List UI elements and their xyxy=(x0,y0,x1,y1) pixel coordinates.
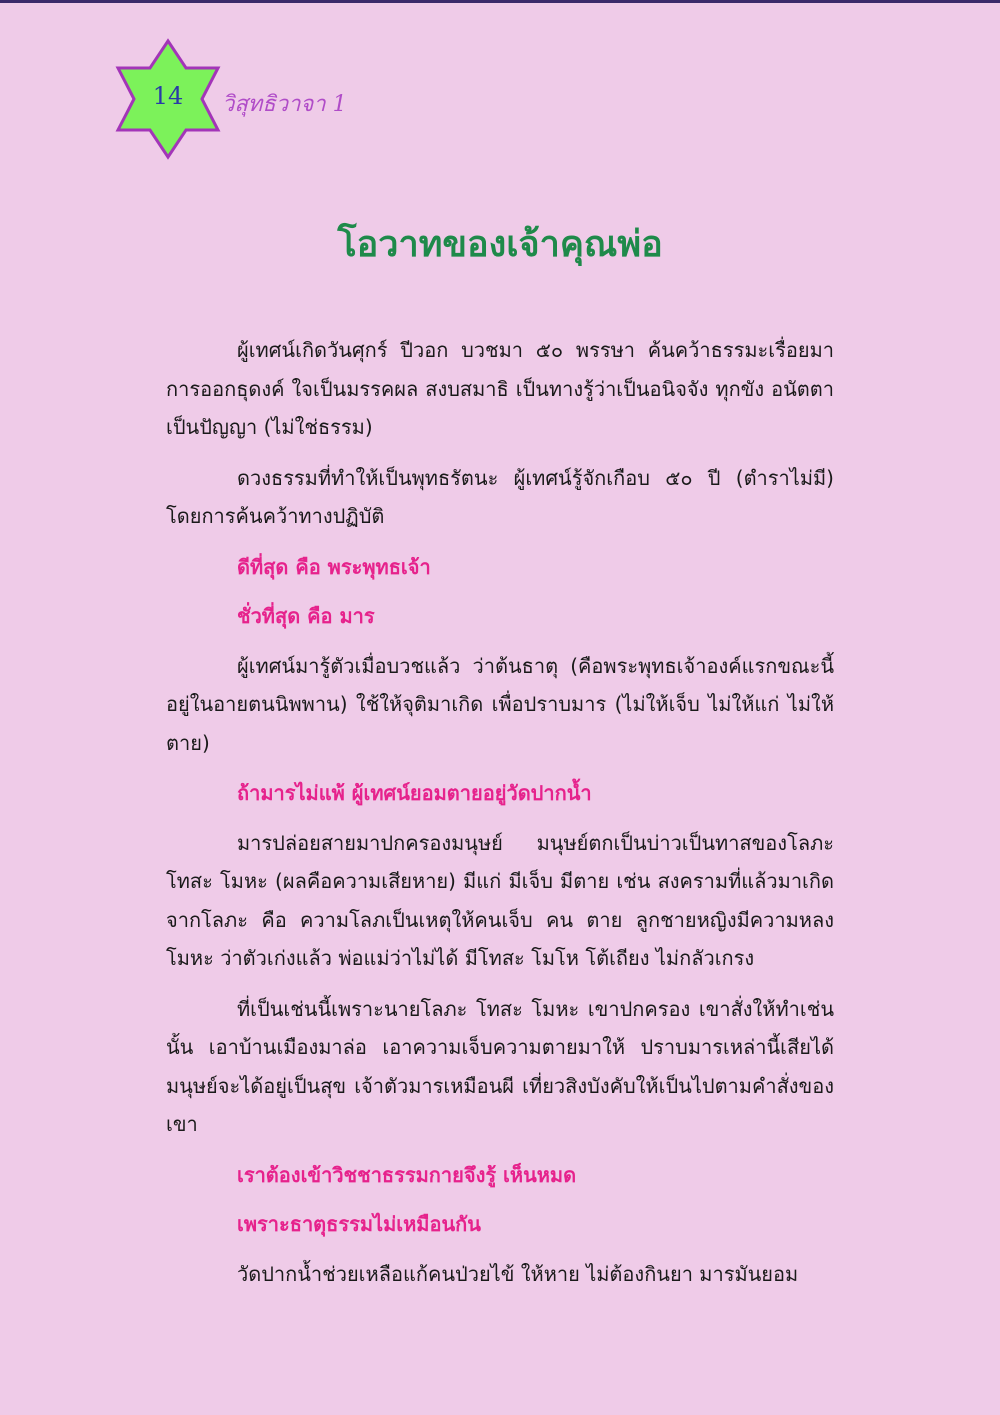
paragraph: วัดปากน้ำช่วยเหลือแก้คนป่วยไข้ ให้หาย ไม่ต้องกินยา มารมันยอม xyxy=(237,1261,799,1286)
page-number: 14 xyxy=(152,82,184,110)
highlight-line: ชั่วที่สุด คือ มาร xyxy=(237,604,375,628)
chapter-title: โอวาทของเจ้าคุณพ่อ xyxy=(337,223,663,265)
body-text xyxy=(166,331,834,1305)
highlight-line: ถ้ามารไม่แพ้ ผู้เทศน์ยอมตายอยู่วัดปากน้ำ xyxy=(237,781,592,805)
top-border-rule xyxy=(0,0,1000,3)
highlight-line: ดีที่สุด คือ พระพุทธเจ้า xyxy=(237,554,431,579)
book-title: วิสุทธิวาจา 1 xyxy=(222,92,347,117)
paragraph: ผู้เทศน์มารู้ตัวเมื่อบวชแล้ว ว่าต้นธาตุ (คือพระพุทธเจ้าองค์แรกขณะนี้อยู่ในอายตนนิพพาน) ใช้ให้จุติมาเกิด เพื่อปราบมาร (ไม่ให้เจ็บ ไม่ให้แก่ ไม่ให้ตาย) xyxy=(166,653,834,755)
paragraph: มารปล่อยสายมาปกครองมนุษย์ มนุษย์ตกเป็นบ่าวเป็นทาสของโลภะ โทสะ โมหะ (ผลคือความเสียหาย) มีแก่ มีเจ็บ มีตาย เช่น สงครามที่แล้วมาเกิดจากโลภะ คือ ความโลภเป็นเหตุให้คนเจ็บ คน ตาย ลูกชายหญิงมีความหลง โมหะ ว่าตัวเก่งแล้ว พ่อแม่ว่าไม่ได้ มีโทสะ โมโห โต้เถียง ไม่กลัวเกรง xyxy=(166,830,834,970)
highlight-line: เพราะธาตุธรรมไม่เหมือนกัน xyxy=(237,1212,481,1236)
paragraph: ผู้เทศน์เกิดวันศุกร์ ปีวอก บวชมา ๕๐ พรรษา ค้นคว้าธรรมะเรื่อยมา การออกธุดงค์ ใจเป็นมรรคผล สงบสมาธิ เป็นทางรู้ว่าเป็นอนิจจัง ทุกขัง อนัตตา เป็นปัญญา (ไม่ใช่ธรรม) xyxy=(166,338,834,439)
page-header xyxy=(112,38,512,160)
highlight-line: เราต้องเข้าวิชชาธรรมกายจึงรู้ เห็นหมด xyxy=(237,1162,577,1187)
paragraph: ที่เป็นเช่นนี้เพราะนายโลภะ โทสะ โมหะ เขาปกครอง เขาสั่งให้ทำเช่นนั้น เอาบ้านเมืองมาล่อ เอาความเจ็บความตายมาให้ ปราบมารเหล่านี้เสียได้ มนุษย์จะได้อยู่เป็นสุข เจ้าตัวมารเหมือนผี เที่ยวสิงบังคับให้เป็นไปตามคำสั่งของเขา xyxy=(166,996,834,1136)
paragraph: ดวงธรรมที่ทำให้เป็นพุทธรัตนะ ผู้เทศน์รู้จักเกือบ ๕๐ ปี (ตำราไม่มี) โดยการค้นคว้าทางปฏิบัติ xyxy=(166,465,834,528)
